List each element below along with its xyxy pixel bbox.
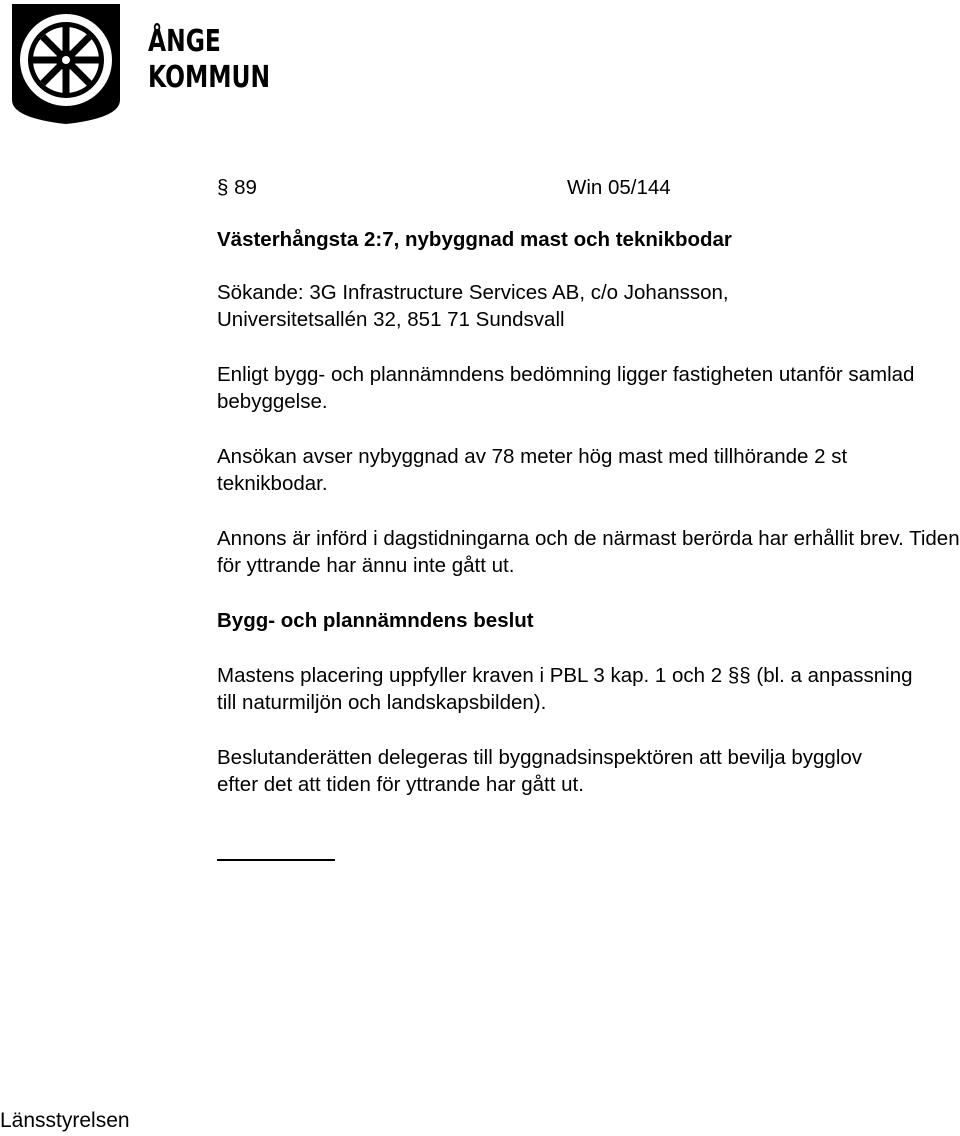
- footer-recipient: Länsstyrelsen: [0, 1109, 130, 1132]
- logo-line-2: KOMMUN: [148, 60, 271, 95]
- wheel-emblem-icon: [8, 0, 124, 126]
- applicant: [217, 279, 957, 333]
- paragraph-number: § 89: [217, 176, 257, 199]
- notice-text: Annons är införd i dagstidningarna och de närmast berörda har erhållit brev. Tiden för yttrande har ännu inte gått ut.: [217, 527, 960, 577]
- municipality-name: [148, 24, 270, 96]
- section-title: Västerhångsta 2:7, nybyggnad mast och teknikbodar: [217, 228, 732, 251]
- municipal-logo-wheel-icon: [8, 0, 124, 126]
- application-text: Ansökan avser nybyggnad av 78 meter hög mast med tillhörande 2 st teknikbodar.: [217, 445, 848, 495]
- applicant-line-1: Sökande: 3G Infrastructure Services AB, c/o Johansson,: [217, 281, 729, 304]
- section-header: [217, 170, 957, 204]
- signature-line: [217, 859, 335, 861]
- applicant-line-2: Universitetsallén 32, 851 71 Sundsvall: [217, 308, 565, 331]
- assessment-text: Enligt bygg- och plannämndens bedömning ligger fastigheten utanför samlad bebyggelse.: [217, 363, 915, 413]
- case-reference: Win 05/144: [567, 176, 671, 199]
- decision-heading: Bygg- och plannämndens beslut: [217, 609, 534, 632]
- decision-text-2: Beslutanderätten delegeras till byggnadsinspektören att bevilja bygglov efter det att tiden för yttrande har gått ut.: [217, 746, 863, 796]
- logo-line-1: ÅNGE: [148, 24, 221, 59]
- protocol-section: [217, 170, 960, 798]
- decision-text-1: Mastens placering uppfyller kraven i PBL 3 kap. 1 och 2 §§ (bl. a anpassning till naturmiljön och landskapsbilden).: [217, 664, 913, 714]
